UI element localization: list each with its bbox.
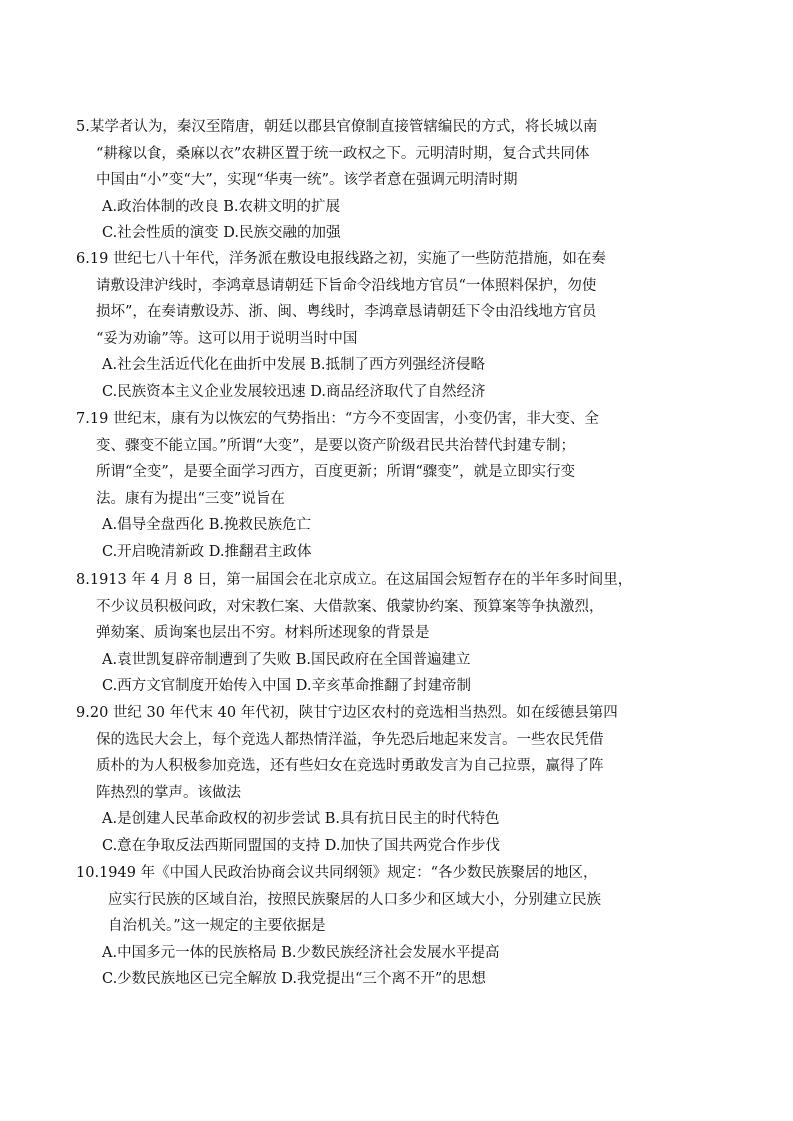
question-stem bbox=[76, 114, 616, 141]
question-number: 7. bbox=[76, 411, 90, 427]
stem-line: 保的选民大会上，每个竞选人都热情洋溢，争先恐后地起来发言。一些农民凭借 bbox=[96, 731, 604, 748]
question-number: 6. bbox=[76, 251, 90, 267]
option-line[interactable]: A.政治体制的改良 B.农耕文明的扩展 bbox=[102, 198, 340, 215]
stem-line: 中国由“小”变“大”，实现“华夷一统”。该学者意在强调元明清时期 bbox=[96, 172, 518, 188]
stem-line: 所谓“全变”，是要全面学习西方，百度更新；所谓“骤变”，就是立即实行变 bbox=[96, 464, 576, 480]
question-7 bbox=[76, 406, 616, 565]
stem-line: 1949 年《中国人民政治协商会议共同纲领》规定：“各少数民族聚居的地区， bbox=[99, 865, 598, 881]
option-line[interactable]: A.社会生活近代化在曲折中发展 B.抵制了西方列强经济侵略 bbox=[102, 357, 485, 373]
stem-line: 20 世纪 30 年代末 40 年代初，陕甘宁边区农村的竞选相当热烈。如在绥德县第四 bbox=[89, 705, 618, 721]
option-line[interactable]: C.社会性质的演变 D.民族交融的加强 bbox=[102, 225, 341, 241]
option-line[interactable]: C.少数民族地区已完全解放 D.我党提出“三个离不开”的思想 bbox=[102, 971, 486, 987]
stem-line: 1913 年 4 月 8 日，第一届国会在北京成立。在这届国会短暂存在的半年多时间里， bbox=[89, 572, 633, 588]
stem-line: 不少议员积极问政，对宋教仁案、大借款案、俄蒙协约案、预算案等争执激烈， bbox=[96, 598, 604, 615]
question-stem bbox=[76, 406, 616, 433]
stem-line: 阵热烈的掌声。该做法 bbox=[96, 784, 241, 801]
question-stem bbox=[76, 567, 633, 594]
question-8 bbox=[76, 567, 633, 700]
stem-line: 19 世纪七八十年代，洋务派在敷设电报线路之初，实施了一些防范措施，如在奏 bbox=[89, 251, 606, 267]
question-9 bbox=[76, 700, 616, 859]
stem-line: “耕稼以食，桑麻以衣”农耕区置于统一政权之下。元明清时期，复合式共同体 bbox=[96, 145, 590, 162]
option-line[interactable]: A.袁世凯复辟帝制遭到了失败 B.国民政府在全国普遍建立 bbox=[102, 651, 471, 668]
option-line[interactable]: C.西方文官制度开始传入中国 D.辛亥革命推翻了封建帝制 bbox=[102, 678, 472, 694]
question-number: 8. bbox=[76, 572, 90, 588]
stem-line: 质朴的为人积极参加竞选，还有些妇女在竞选时勇敢发言为自己拉票，赢得了阵 bbox=[96, 758, 604, 774]
question-stem bbox=[76, 700, 616, 727]
question-5 bbox=[76, 114, 616, 247]
option-line[interactable]: A.中国多元一体的民族格局 B.少数民族经济社会发展水平提高 bbox=[102, 944, 500, 961]
question-10 bbox=[76, 860, 616, 993]
option-line[interactable]: A.倡导全盘西化 B.挽救民族危亡 bbox=[102, 517, 311, 533]
stem-line: “妥为劝谕”等。这可以用于说明当时中国 bbox=[96, 330, 358, 347]
stem-line: 弹劾案、质询案也层出不穷。材料所述现象的背景是 bbox=[96, 625, 430, 641]
option-line[interactable]: C.民族资本主义企业发展较迅速 D.商品经济取代了自然经济 bbox=[102, 383, 486, 400]
stem-line: 请敷设津沪线时，李鸿章恳请朝廷下旨命令沿线地方官员“一体照料保护，勿使 bbox=[96, 277, 597, 294]
stem-line: 法。康有为提出“三变”说旨在 bbox=[96, 490, 285, 507]
stem-line: 自治机关。”这一规定的主要依据是 bbox=[108, 918, 326, 934]
question-number: 5. bbox=[76, 119, 90, 135]
option-line[interactable]: A.是创建人民革命政权的初步尝试 B.具有抗日民主的时代特色 bbox=[102, 811, 500, 827]
stem-line: 某学者认为，秦汉至隋唐，朝廷以郡县官僚制直接管辖编民的方式，将长城以南 bbox=[89, 119, 598, 135]
question-number: 9. bbox=[76, 705, 90, 721]
question-number: 10. bbox=[76, 865, 100, 881]
stem-line: 应实行民族的区域自治，按照民族聚居的人口多少和区域大小，分别建立民族 bbox=[108, 891, 601, 908]
question-6 bbox=[76, 246, 616, 405]
stem-line: 19 世纪末，康有为以恢宏的气势指出：“方今不变固害，小变仍害，非大变、全 bbox=[89, 411, 599, 427]
option-line[interactable]: C.意在争取反法西斯同盟国的支持 D.加快了国共两党合作步伐 bbox=[102, 837, 501, 854]
stem-line: 损坏”，在奏请敷设苏、浙、闽、粤线时，李鸿章恳请朝廷下令由沿线地方官员 bbox=[96, 304, 597, 320]
stem-line: 变、骤变不能立国。”所谓“大变”，是要以资产阶级君民共治替代封建专制； bbox=[96, 437, 575, 454]
question-stem bbox=[76, 860, 616, 887]
option-line[interactable]: C.开启晚清新政 D.推翻君主政体 bbox=[102, 543, 312, 560]
question-stem bbox=[76, 246, 616, 273]
